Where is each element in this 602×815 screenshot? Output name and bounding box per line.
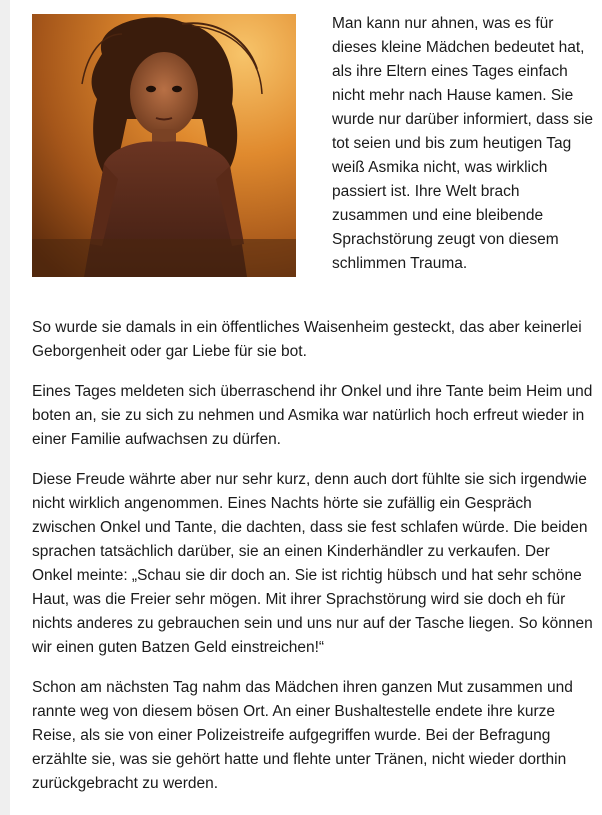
paragraph-uncle-aunt: Eines Tages meldeten sich überraschend ihr Onkel und ihre Tante beim Heim und boten an, sie zu sich zu nehmen und Asmika war natürlich hoch erfreut wieder in einer Familie aufwachsen zu dürfen. xyxy=(32,383,593,448)
paragraph-escape: Schon am nächsten Tag nahm das Mädchen ihren ganzen Mut zusammen und rannte weg von diesem bösen Ort. An einer Bushaltestelle endete ihre kurze Reise, als sie von einer Polizeistreife aufgegriffen wurde. Bei der Befragung erzählte sie, was sie gehört hatte und flehte unter Tränen, nicht wieder dorthin zurückgebracht zu werden. xyxy=(32,679,573,792)
intro-paragraph: Man kann nur ahnen, was es für dieses kleine Mädchen bedeutet hat, als ihre Eltern eines Tages einfach nicht mehr nach Hause kamen. Sie wurde nur darüber informiert, dass sie tot seien und bis zum heutigen Tag weiß Asmika nicht, was wirklich passiert ist. Ihre Welt brach zusammen und eine bleibende Sprachstörung zeugt von diesem schlimmen Trauma. xyxy=(332,15,594,272)
paragraph-orphanage: So wurde sie damals in ein öffentliches Waisenheim gesteckt, das aber keinerlei Geborgenheit oder gar Liebe für sie bot. xyxy=(32,319,582,360)
article-body xyxy=(32,12,594,812)
paragraph-overheard-conversation: Diese Freude währte aber nur sehr kurz, denn auch dort fühlte sie sich irgendwie nicht wirklich angenommen. Eines Nachts hörte sie zufällig ein Gespräch zwischen Onkel und Tante, die dachten, dass sie fest schlafen würde. Die beiden sprachen tatsächlich darüber, sie an einen Kinderhändler zu verkaufen. Der Onkel meinte: „Schau sie dir doch an. Sie ist richtig hübsch und hat sehr schöne Haut, was die Freier sehr mögen. Mit ihrer Sprachstörung wird sie doch eh für nichts anderes zu gebrauchen sein und uns nur auf der Tasche liegen. So können wir einen guten Batzen Geld einstreichen!“ xyxy=(32,471,593,656)
left-margin-bar xyxy=(0,0,10,815)
intro-section xyxy=(32,12,594,312)
girl-photo xyxy=(32,14,296,277)
